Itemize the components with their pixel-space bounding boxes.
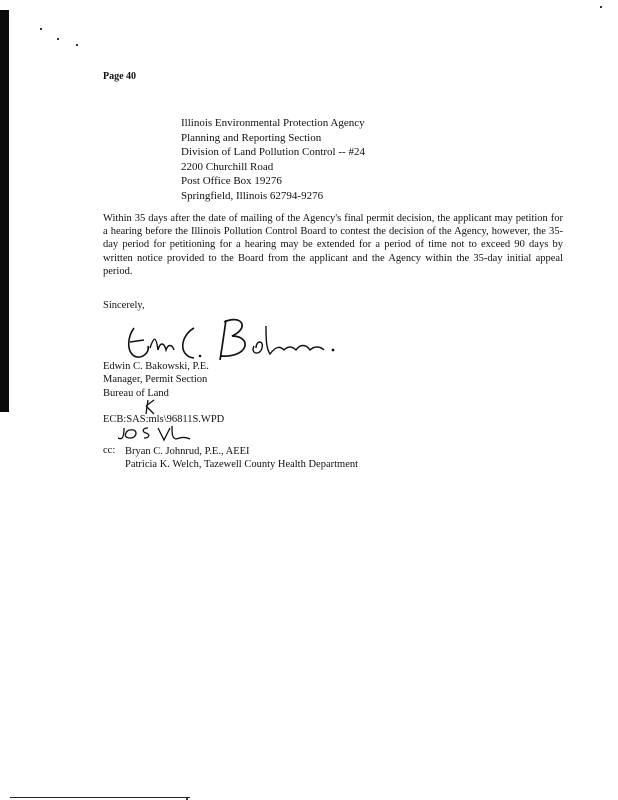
recipient-address [181, 116, 365, 204]
address-line: Division of Land Pollution Control -- #24 [181, 146, 365, 159]
signer-title: Manager, Permit Section [103, 374, 208, 386]
footer-rule [10, 797, 190, 798]
reference-initials: ECB:SAS:mls\96811S.WPD [103, 414, 225, 425]
signer-name: Edwin C. Bakowski, P.E. [103, 361, 209, 372]
signer-bureau: Bureau of Land [103, 387, 169, 399]
cc-recipient: Patricia K. Welch, Tazewell County Health Department [125, 459, 359, 471]
appeal-paragraph: Within 35 days after the date of mailing of the Agency's final permit decision, the applicant may petition for a hearing before the Illinois Pollution Control Board to contest the decision of the Agency, however, the 35-day period for petitioning for a hearing may be extended for a period of time not to exceed 90 days by written notice provided to the Board from the applicant and the Agency within the 35-day initial appeal period. [103, 213, 563, 277]
address-line: Illinois Environmental Protection Agency [181, 117, 365, 129]
address-line: Springfield, Illinois 62794-9276 [181, 189, 324, 202]
address-line: Planning and Reporting Section [181, 131, 322, 144]
scan-speck [600, 6, 602, 8]
scan-edge-bar [0, 10, 9, 412]
address-line: Post Office Box 19276 [181, 175, 282, 188]
cc-recipients [125, 445, 358, 472]
cc-recipient: Bryan C. Johnrud, P.E., AEEI [125, 446, 250, 457]
scan-speck [40, 28, 42, 30]
scan-speck [76, 44, 78, 46]
handwritten-signature [120, 306, 345, 366]
address-line: 2200 Churchill Road [181, 160, 274, 173]
page-number: Page 40 [103, 71, 137, 82]
scan-speck [57, 38, 59, 40]
closing-salutation: Sincerely, [103, 300, 145, 311]
cc-label: cc: [103, 445, 116, 456]
signer-block [103, 360, 209, 400]
